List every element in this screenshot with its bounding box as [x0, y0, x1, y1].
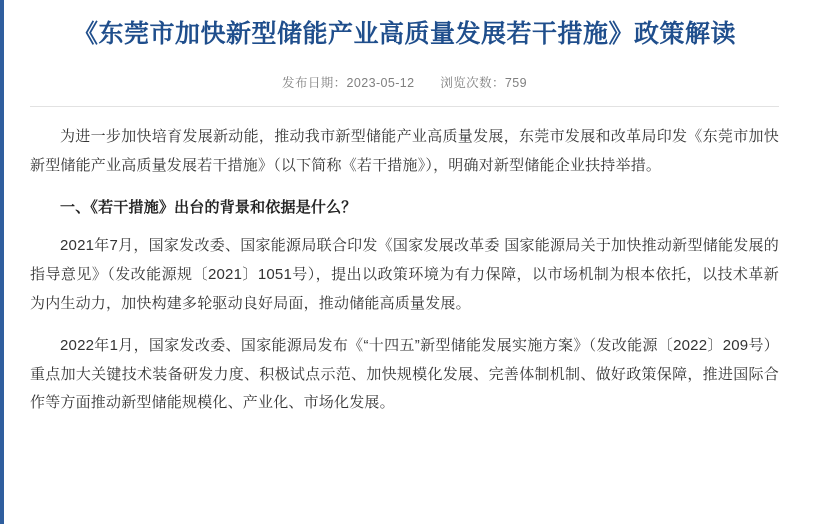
article-body [30, 123, 779, 418]
article-meta [30, 73, 779, 107]
paragraph: 2021年7月，国家发改委、国家能源局联合印发《国家发展改革委 国家能源局关于加快推动新型储能发展的指导意见》（发改能源规〔2021〕1051号），提出以政策环境为有力保障，以市场机制为根本依托，以技术革新为内生动力，加快构建多轮驱动良好局面，推动储能高质量发展。 [30, 237, 779, 312]
view-count: 浏览次数：759 [440, 76, 527, 90]
section-heading: 一、《若干措施》出台的背景和依据是什么？ [60, 198, 357, 216]
meta-divider [30, 106, 779, 107]
page-title: 《东莞市加快新型储能产业高质量发展若干措施》政策解读 [72, 20, 736, 48]
paragraph: 为进一步加快培育发展新动能，推动我市新型储能产业高质量发展，东莞市发展和改革局印发《东莞市加快新型储能产业高质量发展若干措施》（以下简称《若干措施》），明确对新型储能企业扶持举措。 [30, 128, 779, 174]
publish-date: 发布日期：2023-05-12 [282, 76, 415, 90]
meta-line [282, 73, 527, 91]
paragraph: 2022年1月，国家发改委、国家能源局发布《“十四五”新型储能发展实施方案》（发改能源〔2022〕209号）重点加大关键技术装备研发力度、积极试点示范、加快规模化发展、完善体制机制、做好政策保障，推进国际合作等方面推动新型储能规模化、产业化、市场化发展。 [30, 336, 779, 412]
